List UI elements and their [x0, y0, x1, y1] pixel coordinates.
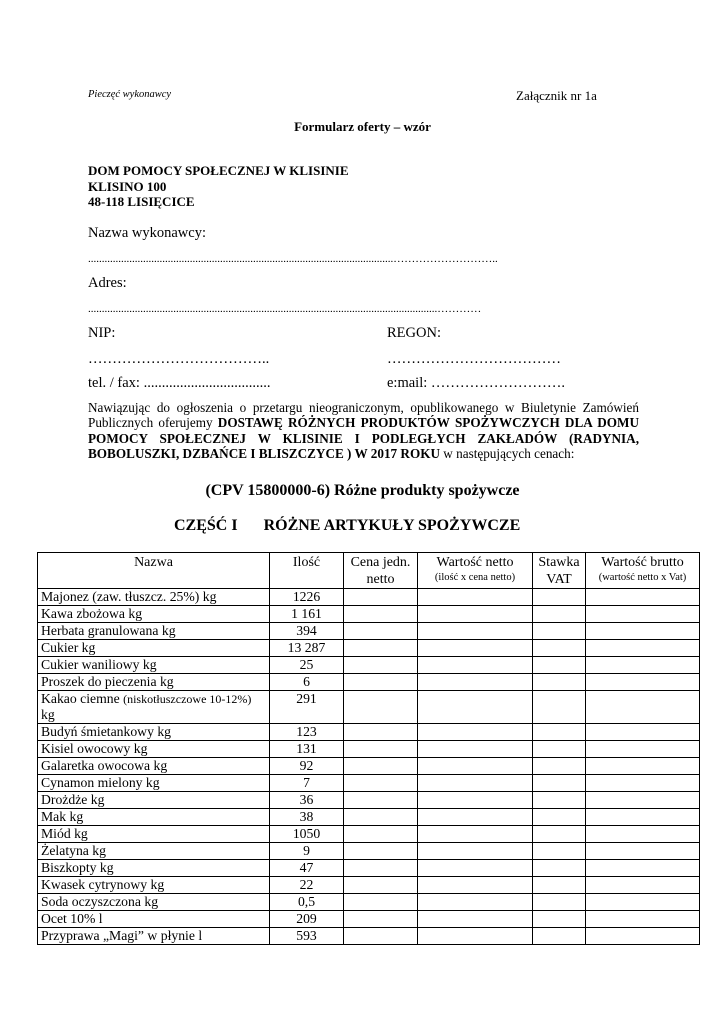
cell-net-value[interactable]: [418, 911, 533, 928]
cell-net-value[interactable]: [418, 775, 533, 792]
cell-vat[interactable]: [533, 691, 586, 724]
cell-vat[interactable]: [533, 860, 586, 877]
cell-quantity: 6: [270, 674, 344, 691]
product-name: Kakao ciemne: [41, 691, 120, 706]
cell-vat[interactable]: [533, 589, 586, 606]
product-name: Proszek do pieczenia kg: [41, 674, 174, 689]
cell-unit-price[interactable]: [344, 877, 418, 894]
cell-net-value[interactable]: [418, 928, 533, 945]
cell-net-value[interactable]: [418, 640, 533, 657]
cell-quantity: 36: [270, 792, 344, 809]
cell-product-name: [38, 674, 270, 691]
product-name: Biszkopty kg: [41, 860, 114, 875]
cell-gross-value[interactable]: [586, 657, 700, 674]
cell-net-value[interactable]: [418, 758, 533, 775]
cell-vat[interactable]: [533, 640, 586, 657]
cell-gross-value[interactable]: [586, 775, 700, 792]
cell-unit-price[interactable]: [344, 860, 418, 877]
cell-unit-price[interactable]: [344, 826, 418, 843]
product-name: Przyprawa „Magi” w płynie l: [41, 928, 203, 943]
cell-net-value[interactable]: [418, 809, 533, 826]
product-name: Galaretka owocowa kg: [41, 758, 168, 773]
offer-intro-paragraph: [88, 400, 639, 461]
intro-text-1: Nawiązując do ogłoszenia o przetargu nieograniczonym, opublikowanego w Biuletynie Zamówień Publicznych oferujemy: [88, 400, 639, 431]
product-note: (niskotłuszczowe 10-12%): [123, 692, 252, 706]
cell-unit-price[interactable]: [344, 623, 418, 640]
cpv-title: (CPV 15800000-6) Różne produkty spożywcze: [205, 482, 520, 499]
cell-vat[interactable]: [533, 775, 586, 792]
cell-net-value[interactable]: [418, 843, 533, 860]
cell-quantity: 25: [270, 657, 344, 674]
col-header-qty: Ilość: [270, 553, 344, 589]
col-header-name: Nazwa: [38, 553, 270, 589]
cell-vat[interactable]: [533, 792, 586, 809]
table-row: [38, 928, 700, 945]
cell-quantity: 593: [270, 928, 344, 945]
cell-gross-value[interactable]: [586, 758, 700, 775]
table-row: [38, 640, 700, 657]
table-row: [38, 758, 700, 775]
price-table: [37, 552, 700, 945]
cell-quantity: 47: [270, 860, 344, 877]
product-name: Drożdże kg: [41, 792, 105, 807]
cell-unit-price[interactable]: [344, 606, 418, 623]
cell-quantity: 92: [270, 758, 344, 775]
col-header-net-value: [418, 553, 533, 589]
cell-net-value[interactable]: [418, 623, 533, 640]
cell-net-value[interactable]: [418, 606, 533, 623]
part-number: CZĘŚĆ I: [174, 517, 238, 534]
table-row: [38, 877, 700, 894]
cell-net-value[interactable]: [418, 657, 533, 674]
net-value-label: Wartość netto: [436, 555, 514, 570]
cell-unit-price[interactable]: [344, 741, 418, 758]
address-label: Adres:: [88, 275, 127, 291]
product-name: Cukier kg: [41, 640, 96, 655]
cell-net-value[interactable]: [418, 860, 533, 877]
table-row: [38, 674, 700, 691]
cell-quantity: 0,5: [270, 894, 344, 911]
table-row: [38, 860, 700, 877]
cell-gross-value[interactable]: [586, 724, 700, 741]
cell-unit-price[interactable]: [344, 674, 418, 691]
cell-unit-price[interactable]: [344, 928, 418, 945]
annex-number: Załącznik nr 1a: [516, 88, 597, 103]
cell-product-name: [38, 860, 270, 877]
product-name: Mak kg: [41, 809, 84, 824]
cell-unit-price[interactable]: [344, 640, 418, 657]
regon-label: REGON:: [387, 325, 441, 341]
contractor-name-label: Nazwa wykonawcy:: [88, 225, 206, 241]
regon-field[interactable]: ………………………………: [387, 351, 561, 367]
cell-quantity: 13 287: [270, 640, 344, 657]
cell-product-name: [38, 589, 270, 606]
cell-vat[interactable]: [533, 657, 586, 674]
table-row: [38, 911, 700, 928]
cell-product-name: [38, 640, 270, 657]
cell-vat[interactable]: [533, 826, 586, 843]
cell-product-name: [38, 691, 270, 724]
cell-vat[interactable]: [533, 911, 586, 928]
cell-vat[interactable]: [533, 741, 586, 758]
cell-quantity: 1 161: [270, 606, 344, 623]
cell-unit-price[interactable]: [344, 792, 418, 809]
table-row: [38, 724, 700, 741]
address-field[interactable]: ...............................................................................................................................…………: [88, 303, 482, 315]
cell-unit-price[interactable]: [344, 775, 418, 792]
cell-quantity: 209: [270, 911, 344, 928]
part-name: RÓŻNE ARTYKUŁY SPOŻYWCZE: [263, 517, 521, 534]
recipient-address: [88, 163, 349, 210]
cell-quantity: 123: [270, 724, 344, 741]
cell-quantity: 22: [270, 877, 344, 894]
cell-product-name: [38, 657, 270, 674]
cell-net-value[interactable]: [418, 741, 533, 758]
cell-vat[interactable]: [533, 674, 586, 691]
gross-value-formula: (wartość netto x Vat): [598, 572, 687, 583]
cell-product-name: [38, 623, 270, 640]
table-row: [38, 826, 700, 843]
table-row: [38, 589, 700, 606]
cell-gross-value[interactable]: [586, 928, 700, 945]
cell-gross-value[interactable]: [586, 741, 700, 758]
cell-unit-price[interactable]: [344, 894, 418, 911]
product-name: Cukier waniliowy kg: [41, 657, 157, 672]
cell-vat[interactable]: [533, 724, 586, 741]
cell-gross-value[interactable]: [586, 674, 700, 691]
net-value-formula: (ilość x cena netto): [434, 572, 516, 583]
cell-gross-value[interactable]: [586, 792, 700, 809]
cell-net-value[interactable]: [418, 589, 533, 606]
cell-gross-value[interactable]: [586, 809, 700, 826]
cell-unit-price[interactable]: [344, 691, 418, 724]
table-row: [38, 623, 700, 640]
gross-value-label: Wartość brutto: [601, 555, 684, 570]
cell-gross-value[interactable]: [586, 691, 700, 724]
cell-vat[interactable]: [533, 877, 586, 894]
cell-gross-value[interactable]: [586, 843, 700, 860]
intro-text-2: w następujących cenach:: [440, 445, 575, 461]
cell-product-name: [38, 724, 270, 741]
nip-label: NIP:: [88, 325, 116, 341]
col-header-vat: Stawka VAT: [533, 553, 586, 589]
tel-fax-field[interactable]: tel. / fax: ...................................: [88, 375, 271, 391]
cell-net-value[interactable]: [418, 724, 533, 741]
cell-gross-value[interactable]: [586, 623, 700, 640]
cell-gross-value[interactable]: [586, 606, 700, 623]
table-row: [38, 691, 700, 724]
cell-gross-value[interactable]: [586, 640, 700, 657]
cell-product-name: [38, 826, 270, 843]
cell-quantity: 1050: [270, 826, 344, 843]
table-row: [38, 894, 700, 911]
cell-gross-value[interactable]: [586, 894, 700, 911]
cell-quantity: 394: [270, 623, 344, 640]
table-row: [38, 843, 700, 860]
product-unit: kg: [41, 707, 55, 722]
cell-gross-value[interactable]: [586, 826, 700, 843]
cell-quantity: 38: [270, 809, 344, 826]
table-row: [38, 606, 700, 623]
contractor-name-field[interactable]: ...............................................................................................................………………………..: [88, 253, 498, 265]
product-name: Kwasek cytrynowy kg: [41, 877, 165, 892]
cell-net-value[interactable]: [418, 894, 533, 911]
cell-quantity: 131: [270, 741, 344, 758]
product-name: Ocet 10% l: [41, 911, 103, 926]
table-row: [38, 792, 700, 809]
cell-unit-price[interactable]: [344, 589, 418, 606]
product-name: Budyń śmietankowy kg: [41, 724, 172, 739]
table-header-row: [38, 553, 700, 589]
cell-quantity: 1226: [270, 589, 344, 606]
product-name: Cynamon mielony kg: [41, 775, 160, 790]
cell-net-value[interactable]: [418, 674, 533, 691]
col-header-gross-value: [586, 553, 700, 589]
cell-vat[interactable]: [533, 928, 586, 945]
cell-gross-value[interactable]: [586, 589, 700, 606]
recipient-street: KLISINO 100: [88, 178, 167, 194]
product-name: Miód kg: [41, 826, 88, 841]
cell-vat[interactable]: [533, 843, 586, 860]
cell-unit-price[interactable]: [344, 657, 418, 674]
form-title: Formularz oferty – wzór: [294, 119, 431, 134]
table-row: [38, 775, 700, 792]
cell-quantity: 9: [270, 843, 344, 860]
cell-product-name: [38, 928, 270, 945]
table-row: [38, 657, 700, 674]
cell-vat[interactable]: [533, 623, 586, 640]
cell-product-name: [38, 606, 270, 623]
cell-unit-price[interactable]: [344, 758, 418, 775]
cell-product-name: [38, 911, 270, 928]
cell-net-value[interactable]: [418, 877, 533, 894]
email-field[interactable]: e:mail: ……………………….: [387, 375, 566, 391]
product-name: Soda oczyszczona kg: [41, 894, 159, 909]
cell-net-value[interactable]: [418, 691, 533, 724]
product-name: Kawa zbożowa kg: [41, 606, 143, 621]
product-name: Majonez (zaw. tłuszcz. 25%) kg: [41, 589, 217, 604]
product-name: Herbata granulowana kg: [41, 623, 176, 638]
cell-gross-value[interactable]: [586, 877, 700, 894]
cell-vat[interactable]: [533, 809, 586, 826]
cell-vat[interactable]: [533, 894, 586, 911]
recipient-name: DOM POMOCY SPOŁECZNEJ W KLISINIE: [88, 163, 349, 178]
contractor-stamp-label: Pieczęć wykonawcy: [88, 89, 172, 100]
cell-product-name: [38, 741, 270, 758]
cell-net-value[interactable]: [418, 826, 533, 843]
nip-field[interactable]: ………………………………..: [88, 351, 270, 367]
product-name: Żelatyna kg: [41, 843, 106, 858]
cell-product-name: [38, 843, 270, 860]
cell-product-name: [38, 809, 270, 826]
intro-text-bold: DOSTAWĘ RÓŻNYCH PRODUKTÓW SPOŻYWCZYCH DLA DOMU POMOCY SPOŁECZNEJ W KLISINIE I PODLEGŁYCH ZAKŁADÓW (RADYNIA, BOBOLUSZKI, DZBAŃCE I BLISZCZYCE ) W 2017 ROKU: [88, 415, 639, 461]
cell-gross-value[interactable]: [586, 860, 700, 877]
cell-vat[interactable]: [533, 606, 586, 623]
cell-product-name: [38, 877, 270, 894]
cell-product-name: [38, 792, 270, 809]
cell-unit-price[interactable]: [344, 724, 418, 741]
cell-unit-price[interactable]: [344, 843, 418, 860]
cell-gross-value[interactable]: [586, 911, 700, 928]
cell-unit-price[interactable]: [344, 911, 418, 928]
product-name: Kisiel owocowy kg: [41, 741, 148, 756]
cell-product-name: [38, 894, 270, 911]
recipient-city: 48-118 LISIĘCICE: [88, 194, 195, 209]
cell-unit-price[interactable]: [344, 809, 418, 826]
cell-quantity: 7: [270, 775, 344, 792]
table-row: [38, 809, 700, 826]
col-header-unit-price: Cena jedn. netto: [344, 553, 418, 589]
cell-product-name: [38, 758, 270, 775]
part-heading: [174, 517, 520, 535]
cell-product-name: [38, 775, 270, 792]
cell-quantity: 291: [270, 691, 344, 724]
table-row: [38, 741, 700, 758]
cell-net-value[interactable]: [418, 792, 533, 809]
cell-vat[interactable]: [533, 758, 586, 775]
